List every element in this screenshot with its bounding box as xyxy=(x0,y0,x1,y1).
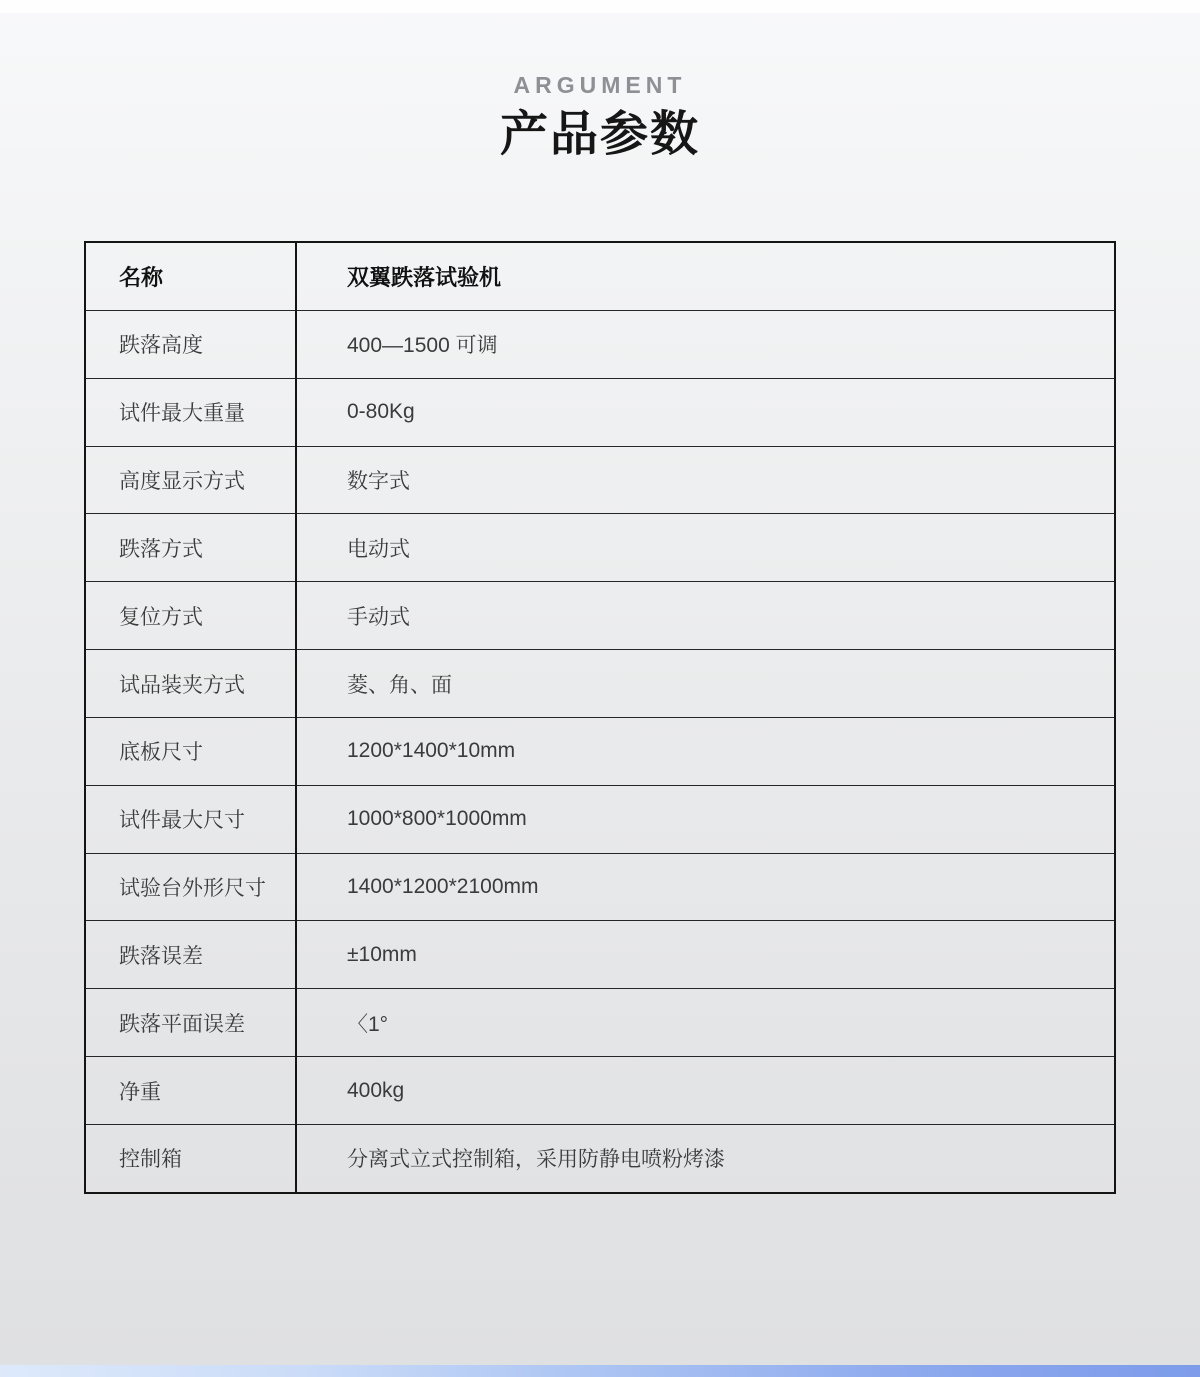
spec-value: 分离式立式控制箱，采用防静电喷粉烤漆 xyxy=(296,1124,1115,1193)
spec-value: 1400*1200*2100mm xyxy=(296,853,1115,921)
spec-label: 跌落方式 xyxy=(85,514,296,582)
table-row xyxy=(85,446,1115,514)
spec-value: 1000*800*1000mm xyxy=(296,785,1115,853)
spec-value: 〈1° xyxy=(296,989,1115,1057)
product-spec-table xyxy=(84,241,1116,1194)
spec-value: 400—1500 可调 xyxy=(296,310,1115,378)
spec-value: ±10mm xyxy=(296,921,1115,989)
table-row xyxy=(85,582,1115,650)
table-row xyxy=(85,650,1115,718)
table-row xyxy=(85,989,1115,1057)
table-row xyxy=(85,785,1115,853)
spec-label: 净重 xyxy=(85,1057,296,1125)
table-row xyxy=(85,378,1115,446)
spec-label: 底板尺寸 xyxy=(85,717,296,785)
table-row xyxy=(85,242,1115,310)
spec-label: 跌落高度 xyxy=(85,310,296,378)
spec-label: 试品装夹方式 xyxy=(85,650,296,718)
spec-label: 跌落误差 xyxy=(85,921,296,989)
table-row xyxy=(85,717,1115,785)
spec-value: 菱、角、面 xyxy=(296,650,1115,718)
spec-value: 400kg xyxy=(296,1057,1115,1125)
spec-label: 试验台外形尺寸 xyxy=(85,853,296,921)
spec-label: 跌落平面误差 xyxy=(85,989,296,1057)
spec-label: 复位方式 xyxy=(85,582,296,650)
table-row xyxy=(85,921,1115,989)
spec-label: 控制箱 xyxy=(85,1124,296,1193)
table-row xyxy=(85,1057,1115,1125)
spec-label: 试件最大尺寸 xyxy=(85,785,296,853)
spec-value: 1200*1400*10mm xyxy=(296,717,1115,785)
top-white-strip xyxy=(0,0,1200,13)
spec-label: 高度显示方式 xyxy=(85,446,296,514)
spec-value: 双翼跌落试验机 xyxy=(296,242,1115,310)
table-row xyxy=(85,1124,1115,1193)
page-title: 产品参数 xyxy=(499,108,700,161)
table-row xyxy=(85,310,1115,378)
spec-label: 名称 xyxy=(85,242,296,310)
section-header xyxy=(0,72,1200,162)
table-row xyxy=(85,853,1115,921)
table-row xyxy=(85,514,1115,582)
section-eyebrow: ARGUMENT xyxy=(513,72,687,98)
spec-table-rows xyxy=(85,242,1115,1193)
spec-value: 手动式 xyxy=(296,582,1115,650)
spec-value: 0-80Kg xyxy=(296,378,1115,446)
spec-value: 数字式 xyxy=(296,446,1115,514)
footer-accent-band xyxy=(0,1365,1200,1377)
spec-value: 电动式 xyxy=(296,514,1115,582)
spec-label: 试件最大重量 xyxy=(85,378,296,446)
